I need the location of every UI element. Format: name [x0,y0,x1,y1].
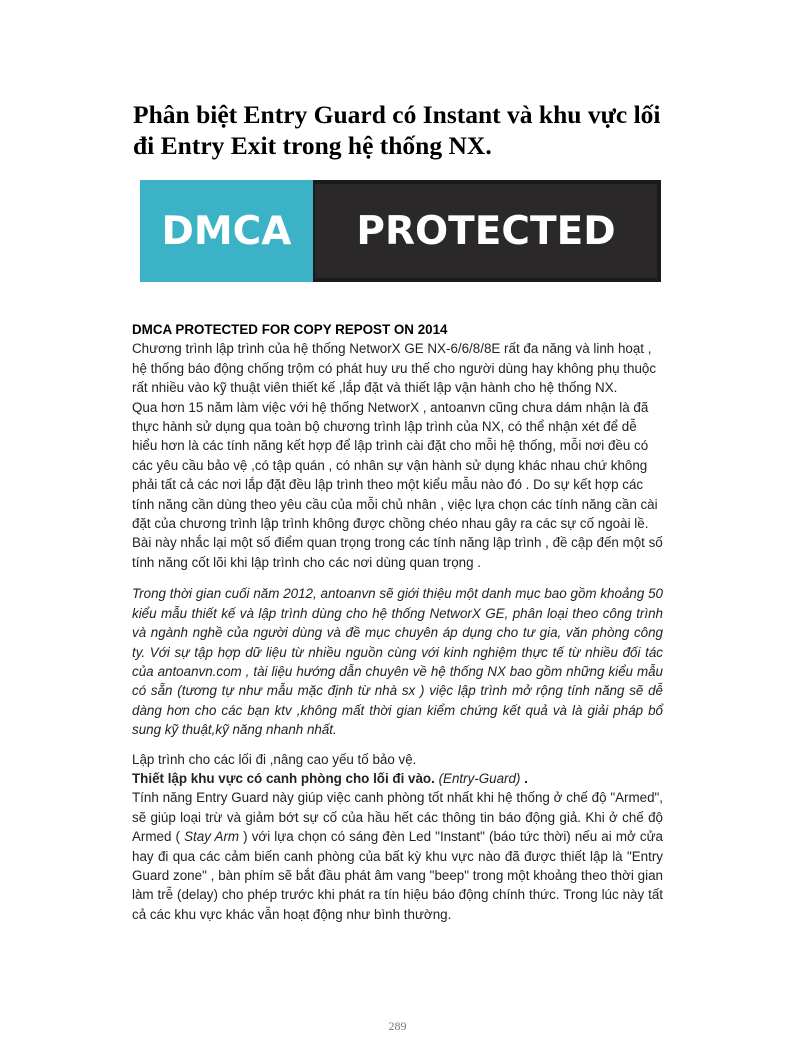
section-heading-bold: Thiết lập khu vực có canh phòng cho lối đi vào. [132,770,435,786]
section-heading [132,769,663,788]
section-heading-italic: (Entry-Guard) [438,770,521,786]
dmca-logo-left: DMCA [140,180,313,282]
section-intro: Lập trình cho các lối đi ,nâng cao yếu tố bảo vệ. [132,751,417,767]
paragraph-2: Qua hơn 15 năm làm việc với hệ thống NetworX , antoanvn cũng chưa dám nhận là đã thực hành sử dụng qua toàn bộ chương trình lập trình của NX, có thể nhận xét để dễ hiểu hơn là các tính năng kết hợp để lập trình cài đặt cho mỗi hệ thống, mỗi nơi đều có các yêu cầu bảo vệ ,có tập quán , có nhân sự vận hành sử dụng khác nhau chứ không phải tất cả các nơi lắp đặt đều lập trình theo một kiểu mẫu nào đó . Do sự kết hợp các tính năng cần dùng theo yêu cầu của mỗi chủ nhân , việc lựa chọn các tính năng cần cài đặt của chương trình lập trình không được chồng chéo nhau gây ra các sự cố ngoài lề. [132,399,658,532]
dmca-logo-right: PROTECTED [315,184,657,278]
entry-guard-text-1: Tính năng Entry Guard này giúp việc canh phòng tốt nhất khi hệ thống ở chế độ "Armed", sẽ giúp loại trừ và giảm bớt sự cố của hầu hết các thông tin báo động giả. Khi ở chế độ Armed ( [132,790,663,845]
entry-guard-italic: Stay Arm [184,829,240,845]
paragraph-1: Chương trình lập trình của hệ thống NetworX GE NX-6/6/8/8E rất đa năng và linh hoạt , hệ thống báo động chống trộm có phát huy ưu thế cho người dùng hay không phụ thuộc rất nhiều vào kỹ thuật viên thiết kế ,lắp đặt và thiết lập vận hành cho hệ thống NX. [132,341,657,396]
entry-guard-paragraph [132,788,663,924]
copy-notice-heading: DMCA PROTECTED FOR COPY REPOST ON 2014 [132,322,448,337]
section-heading-end: . [520,770,528,786]
page-title: Phân biệt Entry Guard có Instant và khu vực lối đi Entry Exit trong hệ thống NX. [133,100,661,160]
page-number: 289 [388,1019,407,1033]
paragraph-3: Bài này nhắc lại một số điểm quan trọng trong các tính năng lập trình , đề cập đến một số tính năng cốt lõi khi lập trình cho các nơi dùng quan trọng . [132,535,663,570]
entry-guard-text-2: ) với lựa chọn có sáng đèn Led "Instant" (báo tức thời) nếu ai mở cửa hay đi qua các cảm biến canh phòng của bất kỳ khu vực nào đã được thiết lập là "Entry Guard zone" , bàn phím sẽ bắt đầu phát âm vang "beep" trong một khoảng theo thời gian làm trễ (delay) cho phép trước khi phát ra tín hiệu báo động chính thức. Trong lúc này tất cả các khu vực khác vẫn hoạt động như bình thường. [132,829,663,922]
italic-note: Trong thời gian cuối năm 2012, antoanvn sẽ giới thiệu một danh mục bao gồm khoảng 50 kiểu mẫu thiết kế và lập trình dùng cho hệ thống NetworX GE, phân loại theo công trình và ngành nghề của người dùng và đề mục chuyên áp dụng cho tư gia, văn phòng công ty. Với sự tập hợp dữ liệu từ nhiều nguồn cùng với kinh nghiệm thực tế từ nhiều đối tác của antoanvn.com , tài liệu hướng dẫn chuyên về hệ thống NX bao gồm những kiểu mẫu có sẵn (tương tự như mẫu mặc định từ nhà sx ) việc lập trình mở rộng tính năng sẽ dễ dàng hơn cho các bạn ktv ,không mất thời gian kiểm chứng kết quả và là giải pháp bổ sung kỹ thuật,kỹ năng nhanh nhất. [132,586,663,738]
dmca-protected-logo [140,180,661,282]
article-body [132,320,663,924]
